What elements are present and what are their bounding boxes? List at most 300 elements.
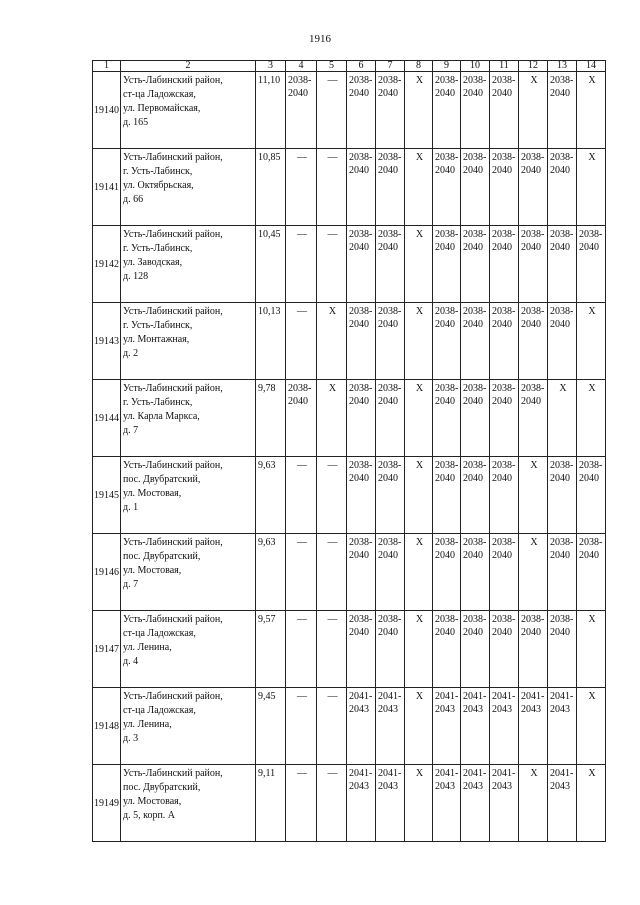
column-header: 1 xyxy=(93,61,121,72)
cell-line: 2038- xyxy=(521,152,545,163)
cell-line: 2038- xyxy=(463,460,487,471)
period-cell xyxy=(461,303,490,380)
cell-line: — xyxy=(297,768,307,779)
cell-line: 2040 xyxy=(463,88,483,99)
address-line: д. 3 xyxy=(123,733,139,744)
address-cell xyxy=(121,611,256,688)
period-cell xyxy=(376,72,405,149)
column-header: 14 xyxy=(577,61,606,72)
period-cell xyxy=(347,534,376,611)
period-cell xyxy=(577,226,606,303)
cell-line: 2040 xyxy=(521,242,541,253)
address-line: г. Усть-Лабинск, xyxy=(123,397,193,408)
table-row xyxy=(93,149,606,226)
address-line: ул. Мостовая, xyxy=(123,796,182,807)
cell-line: X xyxy=(415,691,424,702)
address-cell xyxy=(121,380,256,457)
mark-cell xyxy=(577,380,606,457)
row-number: 19144 xyxy=(93,380,121,457)
cell-line: — xyxy=(297,614,307,625)
mark-cell xyxy=(405,534,433,611)
cell-line: 2038- xyxy=(521,306,545,317)
period-cell xyxy=(548,611,577,688)
cell-line: X xyxy=(415,383,424,394)
cell-line: 2040 xyxy=(550,627,570,638)
cell-line: 2040 xyxy=(349,165,369,176)
address-line: ул. Заводская, xyxy=(123,257,183,268)
address-line: г. Усть-Лабинск, xyxy=(123,243,193,254)
cell-line: 2040 xyxy=(579,473,599,484)
cell-line: 2038- xyxy=(435,229,459,240)
mark-cell xyxy=(286,457,317,534)
period-cell xyxy=(548,226,577,303)
mark-cell xyxy=(317,765,347,842)
address-cell xyxy=(121,149,256,226)
cell-line: 2040 xyxy=(349,473,369,484)
cell-line: 2040 xyxy=(550,165,570,176)
value-cell: 10,85 xyxy=(256,149,286,226)
address-line: ст-ца Ладожская, xyxy=(123,705,196,716)
row-number: 19140 xyxy=(93,72,121,149)
address-cell xyxy=(121,303,256,380)
cell-line: 2038- xyxy=(463,537,487,548)
mark-cell xyxy=(577,149,606,226)
cell-line: X xyxy=(415,768,424,779)
period-cell xyxy=(461,149,490,226)
cell-line: 2038- xyxy=(550,229,574,240)
address-line: д. 5, корп. А xyxy=(123,810,176,821)
cell-line: 2040 xyxy=(550,319,570,330)
cell-line: X xyxy=(588,768,596,779)
cell-line: 2040 xyxy=(435,473,455,484)
period-cell xyxy=(490,457,519,534)
period-cell xyxy=(519,226,548,303)
period-cell xyxy=(347,226,376,303)
cell-line: 2043 xyxy=(349,704,369,715)
mark-cell xyxy=(405,149,433,226)
cell-line: 2041- xyxy=(378,768,402,779)
cell-line: 2038- xyxy=(435,75,459,86)
row-number: 19142 xyxy=(93,226,121,303)
mark-cell xyxy=(405,457,433,534)
table-row xyxy=(93,457,606,534)
schedule-table xyxy=(92,60,606,842)
cell-line: 2040 xyxy=(349,242,369,253)
mark-cell xyxy=(405,303,433,380)
cell-line: 2038- xyxy=(463,152,487,163)
cell-line: 2040 xyxy=(579,242,599,253)
period-cell xyxy=(490,611,519,688)
cell-line: X xyxy=(588,306,596,317)
cell-line: 2038- xyxy=(349,152,373,163)
cell-line: 2040 xyxy=(463,396,483,407)
cell-line: 2041- xyxy=(550,691,574,702)
cell-line: 2038- xyxy=(378,75,402,86)
period-cell xyxy=(461,226,490,303)
cell-line: 2038- xyxy=(378,383,402,394)
period-cell xyxy=(548,72,577,149)
address-line: ул. Первомайская, xyxy=(123,103,201,114)
address-line: ул. Октябрьская, xyxy=(123,180,194,191)
cell-line: 2043 xyxy=(378,704,398,715)
period-cell xyxy=(347,303,376,380)
cell-line: X xyxy=(588,383,596,394)
period-cell xyxy=(433,457,461,534)
row-number: 19146 xyxy=(93,534,121,611)
cell-line: — xyxy=(327,614,338,625)
cell-line: 2038- xyxy=(435,460,459,471)
period-cell xyxy=(347,688,376,765)
cell-line: 2040 xyxy=(550,550,570,561)
cell-line: 2041- xyxy=(550,768,574,779)
period-cell xyxy=(347,149,376,226)
page-number: 1916 xyxy=(309,33,331,45)
cell-line: — xyxy=(327,152,338,163)
address-line: Усть-Лабинский район, xyxy=(123,614,223,625)
mark-cell xyxy=(317,380,347,457)
cell-line: — xyxy=(327,229,338,240)
cell-line: 2040 xyxy=(349,88,369,99)
cell-line: 2040 xyxy=(492,319,512,330)
cell-line: 2038- xyxy=(378,614,402,625)
period-cell xyxy=(519,380,548,457)
cell-line: 2038- xyxy=(492,152,516,163)
cell-line: 2038- xyxy=(550,152,574,163)
cell-line: 2038- xyxy=(435,383,459,394)
cell-line: 2038- xyxy=(463,306,487,317)
row-number: 19143 xyxy=(93,303,121,380)
period-cell xyxy=(461,688,490,765)
cell-line: 2040 xyxy=(435,165,455,176)
cell-line: 2043 xyxy=(492,781,512,792)
address-line: Усть-Лабинский район, xyxy=(123,229,223,240)
period-cell xyxy=(577,457,606,534)
cell-line: 2041- xyxy=(463,691,487,702)
period-cell xyxy=(490,380,519,457)
period-cell xyxy=(433,765,461,842)
cell-line: X xyxy=(588,691,596,702)
address-line: д. 66 xyxy=(123,194,144,205)
cell-line: 2043 xyxy=(463,704,483,715)
period-cell xyxy=(376,534,405,611)
cell-line: 2040 xyxy=(378,473,398,484)
address-cell xyxy=(121,72,256,149)
table-row xyxy=(93,611,606,688)
mark-cell xyxy=(317,611,347,688)
cell-line: 2043 xyxy=(521,704,541,715)
cell-line: 2040 xyxy=(435,627,455,638)
value-cell: 10,13 xyxy=(256,303,286,380)
period-cell xyxy=(461,765,490,842)
cell-line: 2038- xyxy=(378,537,402,548)
period-cell xyxy=(548,765,577,842)
cell-line: 2038- xyxy=(492,306,516,317)
period-cell xyxy=(347,457,376,534)
table-row xyxy=(93,303,606,380)
cell-line: 2038- xyxy=(288,383,312,394)
address-line: ул. Ленина, xyxy=(123,642,172,653)
column-header: 13 xyxy=(548,61,577,72)
period-cell xyxy=(376,457,405,534)
cell-line: 2040 xyxy=(492,396,512,407)
address-line: пос. Двубратский, xyxy=(123,551,201,562)
mark-cell xyxy=(286,765,317,842)
cell-line: 2040 xyxy=(349,550,369,561)
cell-line: 2040 xyxy=(349,627,369,638)
mark-cell xyxy=(405,380,433,457)
cell-line: 2038- xyxy=(550,306,574,317)
cell-line: 2040 xyxy=(463,627,483,638)
cell-line: 2041- xyxy=(349,768,373,779)
cell-line: 2038- xyxy=(349,460,373,471)
cell-line: 2041- xyxy=(521,691,545,702)
cell-line: 2038- xyxy=(349,229,373,240)
address-line: Усть-Лабинский район, xyxy=(123,691,223,702)
period-cell xyxy=(490,688,519,765)
cell-line: 2038- xyxy=(378,306,402,317)
cell-line: 2041- xyxy=(435,691,459,702)
period-cell xyxy=(461,72,490,149)
cell-line: 2043 xyxy=(550,781,570,792)
period-cell xyxy=(577,534,606,611)
address-line: ул. Монтажная, xyxy=(123,334,190,345)
mark-cell xyxy=(317,226,347,303)
table-row xyxy=(93,226,606,303)
cell-line: 2038- xyxy=(435,152,459,163)
cell-line: 2038- xyxy=(550,537,574,548)
cell-line: 2040 xyxy=(492,627,512,638)
period-cell xyxy=(490,72,519,149)
cell-line: 2040 xyxy=(435,396,455,407)
cell-line: 2040 xyxy=(521,165,541,176)
period-cell xyxy=(490,765,519,842)
address-line: ул. Карла Маркса, xyxy=(123,411,200,422)
cell-line: 2040 xyxy=(492,550,512,561)
table-row xyxy=(93,765,606,842)
mark-cell xyxy=(405,72,433,149)
period-cell xyxy=(461,457,490,534)
cell-line: X xyxy=(415,614,424,625)
cell-line: — xyxy=(297,691,307,702)
mark-cell xyxy=(286,149,317,226)
cell-line: 2040 xyxy=(378,165,398,176)
period-cell xyxy=(376,149,405,226)
period-cell xyxy=(548,149,577,226)
address-line: Усть-Лабинский район, xyxy=(123,75,223,86)
mark-cell xyxy=(405,765,433,842)
cell-line: 2038- xyxy=(550,75,574,86)
period-cell xyxy=(376,303,405,380)
cell-line: 2038- xyxy=(349,537,373,548)
cell-line: X xyxy=(415,152,424,163)
cell-line: 2041- xyxy=(435,768,459,779)
period-cell xyxy=(347,765,376,842)
period-cell xyxy=(286,72,317,149)
cell-line: — xyxy=(327,768,338,779)
column-header: 4 xyxy=(286,61,317,72)
cell-line: X xyxy=(530,768,538,779)
cell-line: 2038- xyxy=(378,152,402,163)
value-cell: 9,63 xyxy=(256,457,286,534)
period-cell xyxy=(433,72,461,149)
address-line: Усть-Лабинский район, xyxy=(123,460,223,471)
cell-line: 2040 xyxy=(463,242,483,253)
mark-cell xyxy=(286,688,317,765)
column-header: 3 xyxy=(256,61,286,72)
address-line: д. 1 xyxy=(123,502,139,513)
row-number: 19145 xyxy=(93,457,121,534)
cell-line: 2040 xyxy=(288,396,308,407)
period-cell xyxy=(548,688,577,765)
cell-line: X xyxy=(530,537,538,548)
cell-line: 2040 xyxy=(492,242,512,253)
cell-line: 2040 xyxy=(349,319,369,330)
period-cell xyxy=(490,534,519,611)
cell-line: — xyxy=(327,537,338,548)
cell-line: 2038- xyxy=(378,460,402,471)
cell-line: 2038- xyxy=(492,614,516,625)
mark-cell xyxy=(577,611,606,688)
period-cell xyxy=(490,226,519,303)
mark-cell xyxy=(317,688,347,765)
mark-cell xyxy=(317,72,347,149)
address-line: г. Усть-Лабинск, xyxy=(123,166,193,177)
period-cell xyxy=(376,765,405,842)
cell-line: 2040 xyxy=(550,473,570,484)
period-cell xyxy=(376,688,405,765)
value-cell: 9,45 xyxy=(256,688,286,765)
address-cell xyxy=(121,457,256,534)
address-line: Усть-Лабинский район, xyxy=(123,537,223,548)
row-number: 19149 xyxy=(93,765,121,842)
row-number: 19141 xyxy=(93,149,121,226)
cell-line: — xyxy=(297,537,307,548)
mark-cell xyxy=(577,303,606,380)
cell-line: 2041- xyxy=(492,691,516,702)
period-cell xyxy=(433,534,461,611)
table-row xyxy=(93,72,606,149)
cell-line: 2043 xyxy=(550,704,570,715)
cell-line: X xyxy=(328,383,337,394)
period-cell xyxy=(519,303,548,380)
period-cell xyxy=(347,611,376,688)
cell-line: X xyxy=(530,460,538,471)
cell-line: 2038- xyxy=(349,75,373,86)
mark-cell xyxy=(519,72,548,149)
column-header: 8 xyxy=(405,61,433,72)
cell-line: — xyxy=(297,152,307,163)
period-cell xyxy=(376,611,405,688)
cell-line: 2040 xyxy=(463,165,483,176)
mark-cell xyxy=(286,303,317,380)
cell-line: 2043 xyxy=(349,781,369,792)
period-cell xyxy=(548,457,577,534)
period-cell xyxy=(490,149,519,226)
mark-cell xyxy=(405,226,433,303)
cell-line: X xyxy=(588,614,596,625)
cell-line: 2040 xyxy=(579,550,599,561)
column-header: 12 xyxy=(519,61,548,72)
period-cell xyxy=(433,380,461,457)
cell-line: 2038- xyxy=(492,460,516,471)
cell-line: 2038- xyxy=(463,229,487,240)
value-cell: 9,78 xyxy=(256,380,286,457)
address-line: Усть-Лабинский район, xyxy=(123,768,223,779)
period-cell xyxy=(433,688,461,765)
column-header: 7 xyxy=(376,61,405,72)
cell-line: 2040 xyxy=(463,319,483,330)
cell-line: 2041- xyxy=(378,691,402,702)
cell-line: — xyxy=(297,460,307,471)
cell-line: 2040 xyxy=(435,88,455,99)
cell-line: 2038- xyxy=(492,229,516,240)
cell-line: 2040 xyxy=(378,550,398,561)
cell-line: 2040 xyxy=(550,88,570,99)
mark-cell xyxy=(286,226,317,303)
period-cell xyxy=(347,380,376,457)
cell-line: 2040 xyxy=(288,88,308,99)
cell-line: X xyxy=(415,229,424,240)
address-line: д. 4 xyxy=(123,656,139,667)
mark-cell xyxy=(548,380,577,457)
mark-cell xyxy=(577,72,606,149)
value-cell: 11,10 xyxy=(256,72,286,149)
cell-line: 2040 xyxy=(521,627,541,638)
address-cell xyxy=(121,688,256,765)
cell-line: 2038- xyxy=(288,75,312,86)
period-cell xyxy=(548,534,577,611)
cell-line: 2040 xyxy=(521,319,541,330)
cell-line: 2038- xyxy=(579,460,603,471)
address-line: ст-ца Ладожская, xyxy=(123,628,196,639)
period-cell xyxy=(519,688,548,765)
cell-line: 2041- xyxy=(463,768,487,779)
cell-line: 2038- xyxy=(579,229,603,240)
cell-line: — xyxy=(297,306,307,317)
mark-cell xyxy=(577,688,606,765)
period-cell xyxy=(548,303,577,380)
address-line: Усть-Лабинский район, xyxy=(123,152,223,163)
cell-line: 2040 xyxy=(378,627,398,638)
column-header: 2 xyxy=(121,61,256,72)
row-number: 19148 xyxy=(93,688,121,765)
period-cell xyxy=(490,303,519,380)
cell-line: X xyxy=(588,152,596,163)
cell-line: X xyxy=(530,75,538,86)
column-header: 5 xyxy=(317,61,347,72)
table-row xyxy=(93,688,606,765)
cell-line: 2040 xyxy=(378,242,398,253)
value-cell: 10,45 xyxy=(256,226,286,303)
cell-line: 2038- xyxy=(349,306,373,317)
column-header: 6 xyxy=(347,61,376,72)
period-cell xyxy=(461,611,490,688)
cell-line: X xyxy=(328,306,337,317)
period-cell xyxy=(347,72,376,149)
cell-line: 2038- xyxy=(349,614,373,625)
cell-line: 2040 xyxy=(463,550,483,561)
address-line: пос. Двубратский, xyxy=(123,474,201,485)
mark-cell xyxy=(405,611,433,688)
address-line: ул. Мостовая, xyxy=(123,565,182,576)
cell-line: 2040 xyxy=(378,396,398,407)
cell-line: 2040 xyxy=(492,165,512,176)
cell-line: 2038- xyxy=(550,460,574,471)
cell-line: X xyxy=(415,75,424,86)
address-line: ул. Ленина, xyxy=(123,719,172,730)
period-cell xyxy=(461,534,490,611)
address-cell xyxy=(121,534,256,611)
